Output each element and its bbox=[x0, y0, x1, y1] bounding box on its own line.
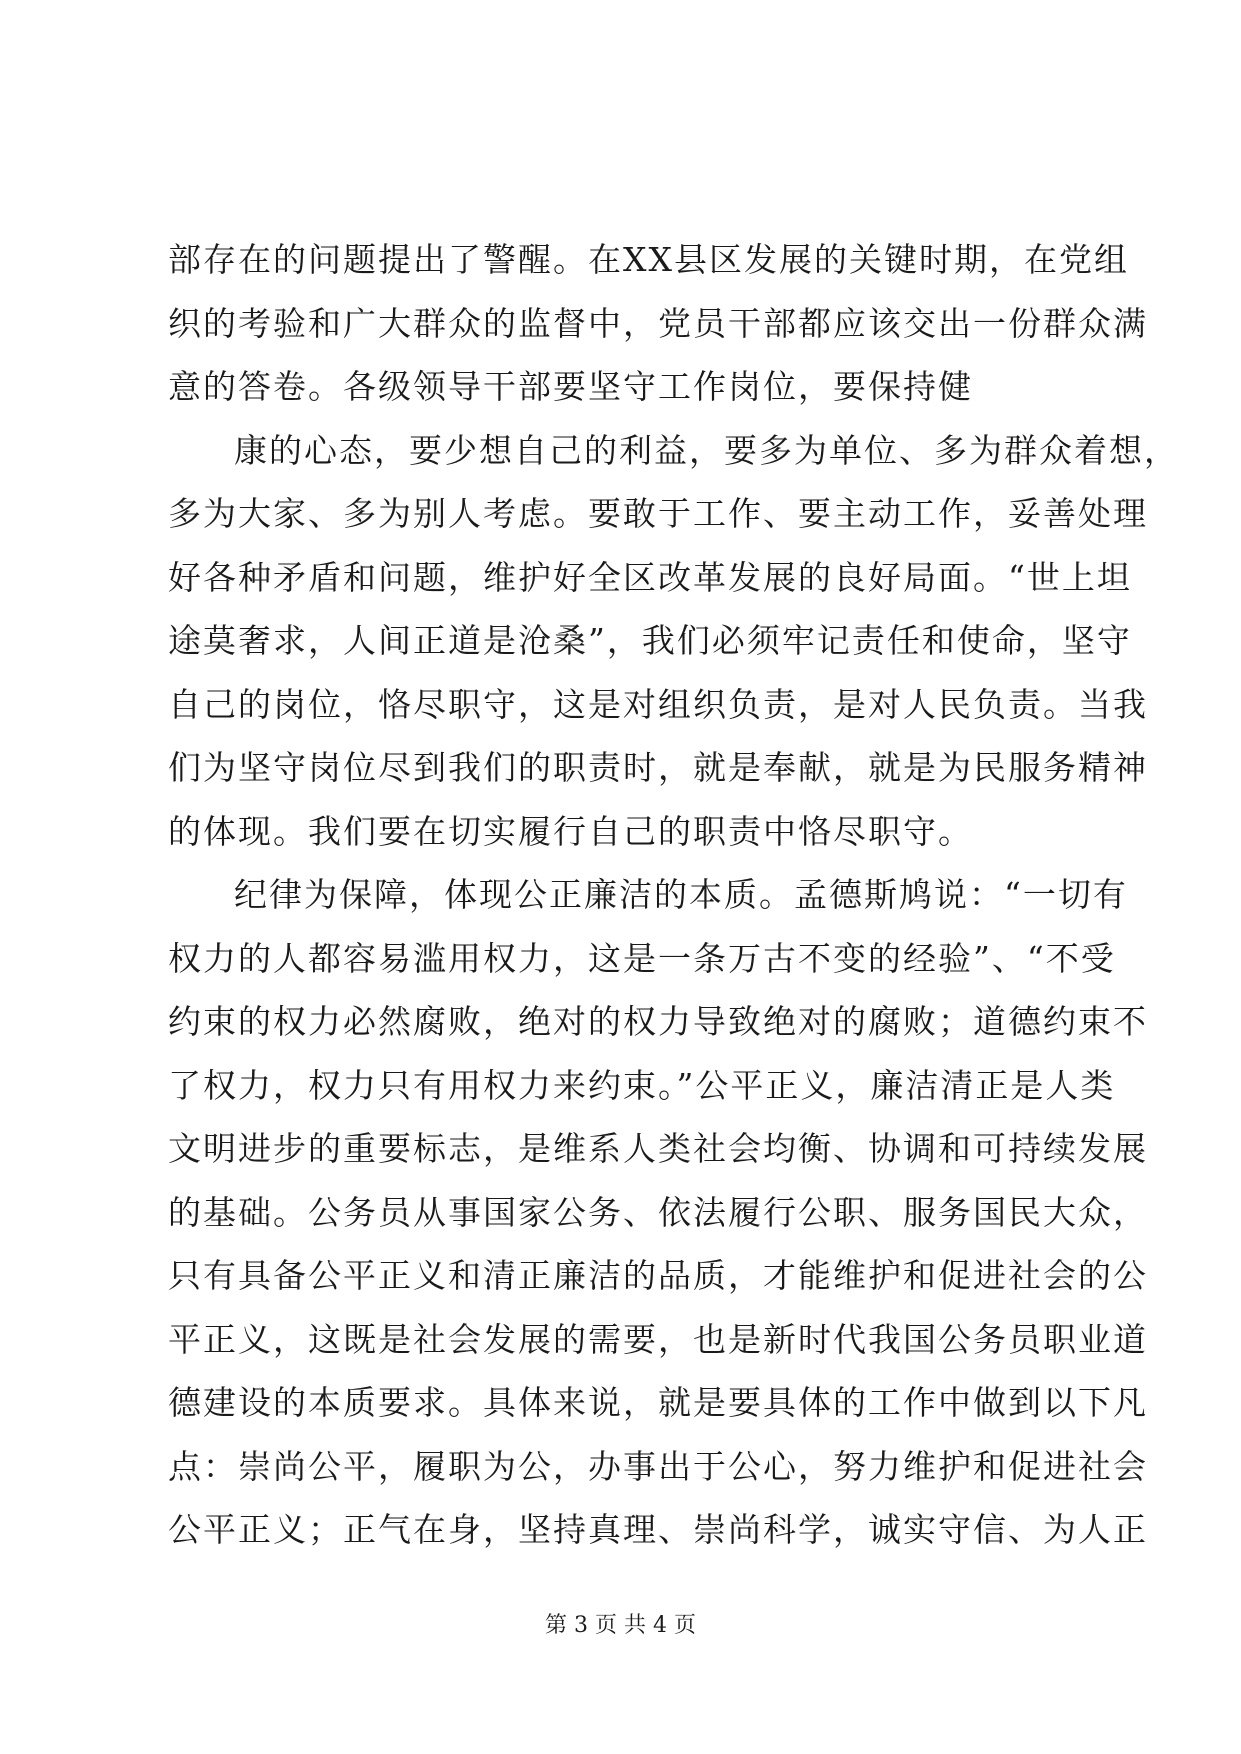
text-line: 们为坚守岗位尽到我们的职责时，就是奉献，就是为民服务精神 bbox=[168, 748, 1148, 787]
page-footer bbox=[0, 1612, 1241, 1640]
text-line: 文明进步的重要标志，是维系人类社会均衡、协调和可持续发展 bbox=[168, 1129, 1148, 1168]
text-line: 自己的岗位，恪尽职守，这是对组织负责，是对人民负责。当我 bbox=[168, 684, 1148, 724]
text-line: 好各种矛盾和问题，维护好全区改革发展的良好局面。“世上坦 bbox=[168, 557, 1132, 597]
text-line: 了权力，权力只有用权力来约束。”公平正义，廉洁清正是人类 bbox=[168, 1065, 1116, 1105]
text-line: 织的考验和广大群众的监督中，党员干部都应该交出一份群众满 bbox=[168, 303, 1148, 343]
text-line: 公平正义；正气在身，坚持真理、崇尚科学，诚实守信、为人正 bbox=[168, 1510, 1148, 1549]
page-number-label: 第 3 页 共 4 页 bbox=[545, 1613, 696, 1638]
text-line: 权力的人都容易滥用权力，这是一条万古不变的经验”、“不受 bbox=[168, 938, 1116, 978]
text-line: 多为大家、多为别人考虑。要敢于工作、要主动工作，妥善处理 bbox=[168, 494, 1148, 533]
text-line: 点：崇尚公平，履职为公，办事出于公心，努力维护和促进社会 bbox=[168, 1446, 1148, 1486]
text-line: 康的心态，要少想自己的利益，要多为单位、多为群众着想， bbox=[234, 430, 1179, 470]
text-line: 只有具备公平正义和清正廉洁的品质，才能维护和促进社会的公 bbox=[168, 1256, 1148, 1295]
text-line: 德建设的本质要求。具体来说，就是要具体的工作中做到以下凡 bbox=[168, 1383, 1148, 1422]
document-body bbox=[168, 228, 1179, 1562]
text-line: 约束的权力必然腐败，绝对的权力导致绝对的腐败；道德约束不 bbox=[168, 1002, 1148, 1041]
text-line: 意的答卷。各级领导干部要坚守工作岗位，要保持健 bbox=[168, 367, 973, 406]
text-line: 平正义，这既是社会发展的需要，也是新时代我国公务员职业道 bbox=[168, 1319, 1148, 1359]
text-line: 的基础。公务员从事国家公务、依法履行公职、服务国民大众， bbox=[168, 1192, 1148, 1232]
text-line: 纪律为保障，体现公正廉洁的本质。孟德斯鸠说：“一切有 bbox=[234, 875, 1128, 914]
text-line: 部存在的问题提出了警醒。在XX县区发展的关键时期，在党组 bbox=[168, 240, 1129, 279]
text-line: 途莫奢求，人间正道是沧桑”，我们必须牢记责任和使命，坚守 bbox=[168, 621, 1132, 660]
text-line: 的体现。我们要在切实履行自己的职责中恪尽职守。 bbox=[168, 811, 973, 851]
